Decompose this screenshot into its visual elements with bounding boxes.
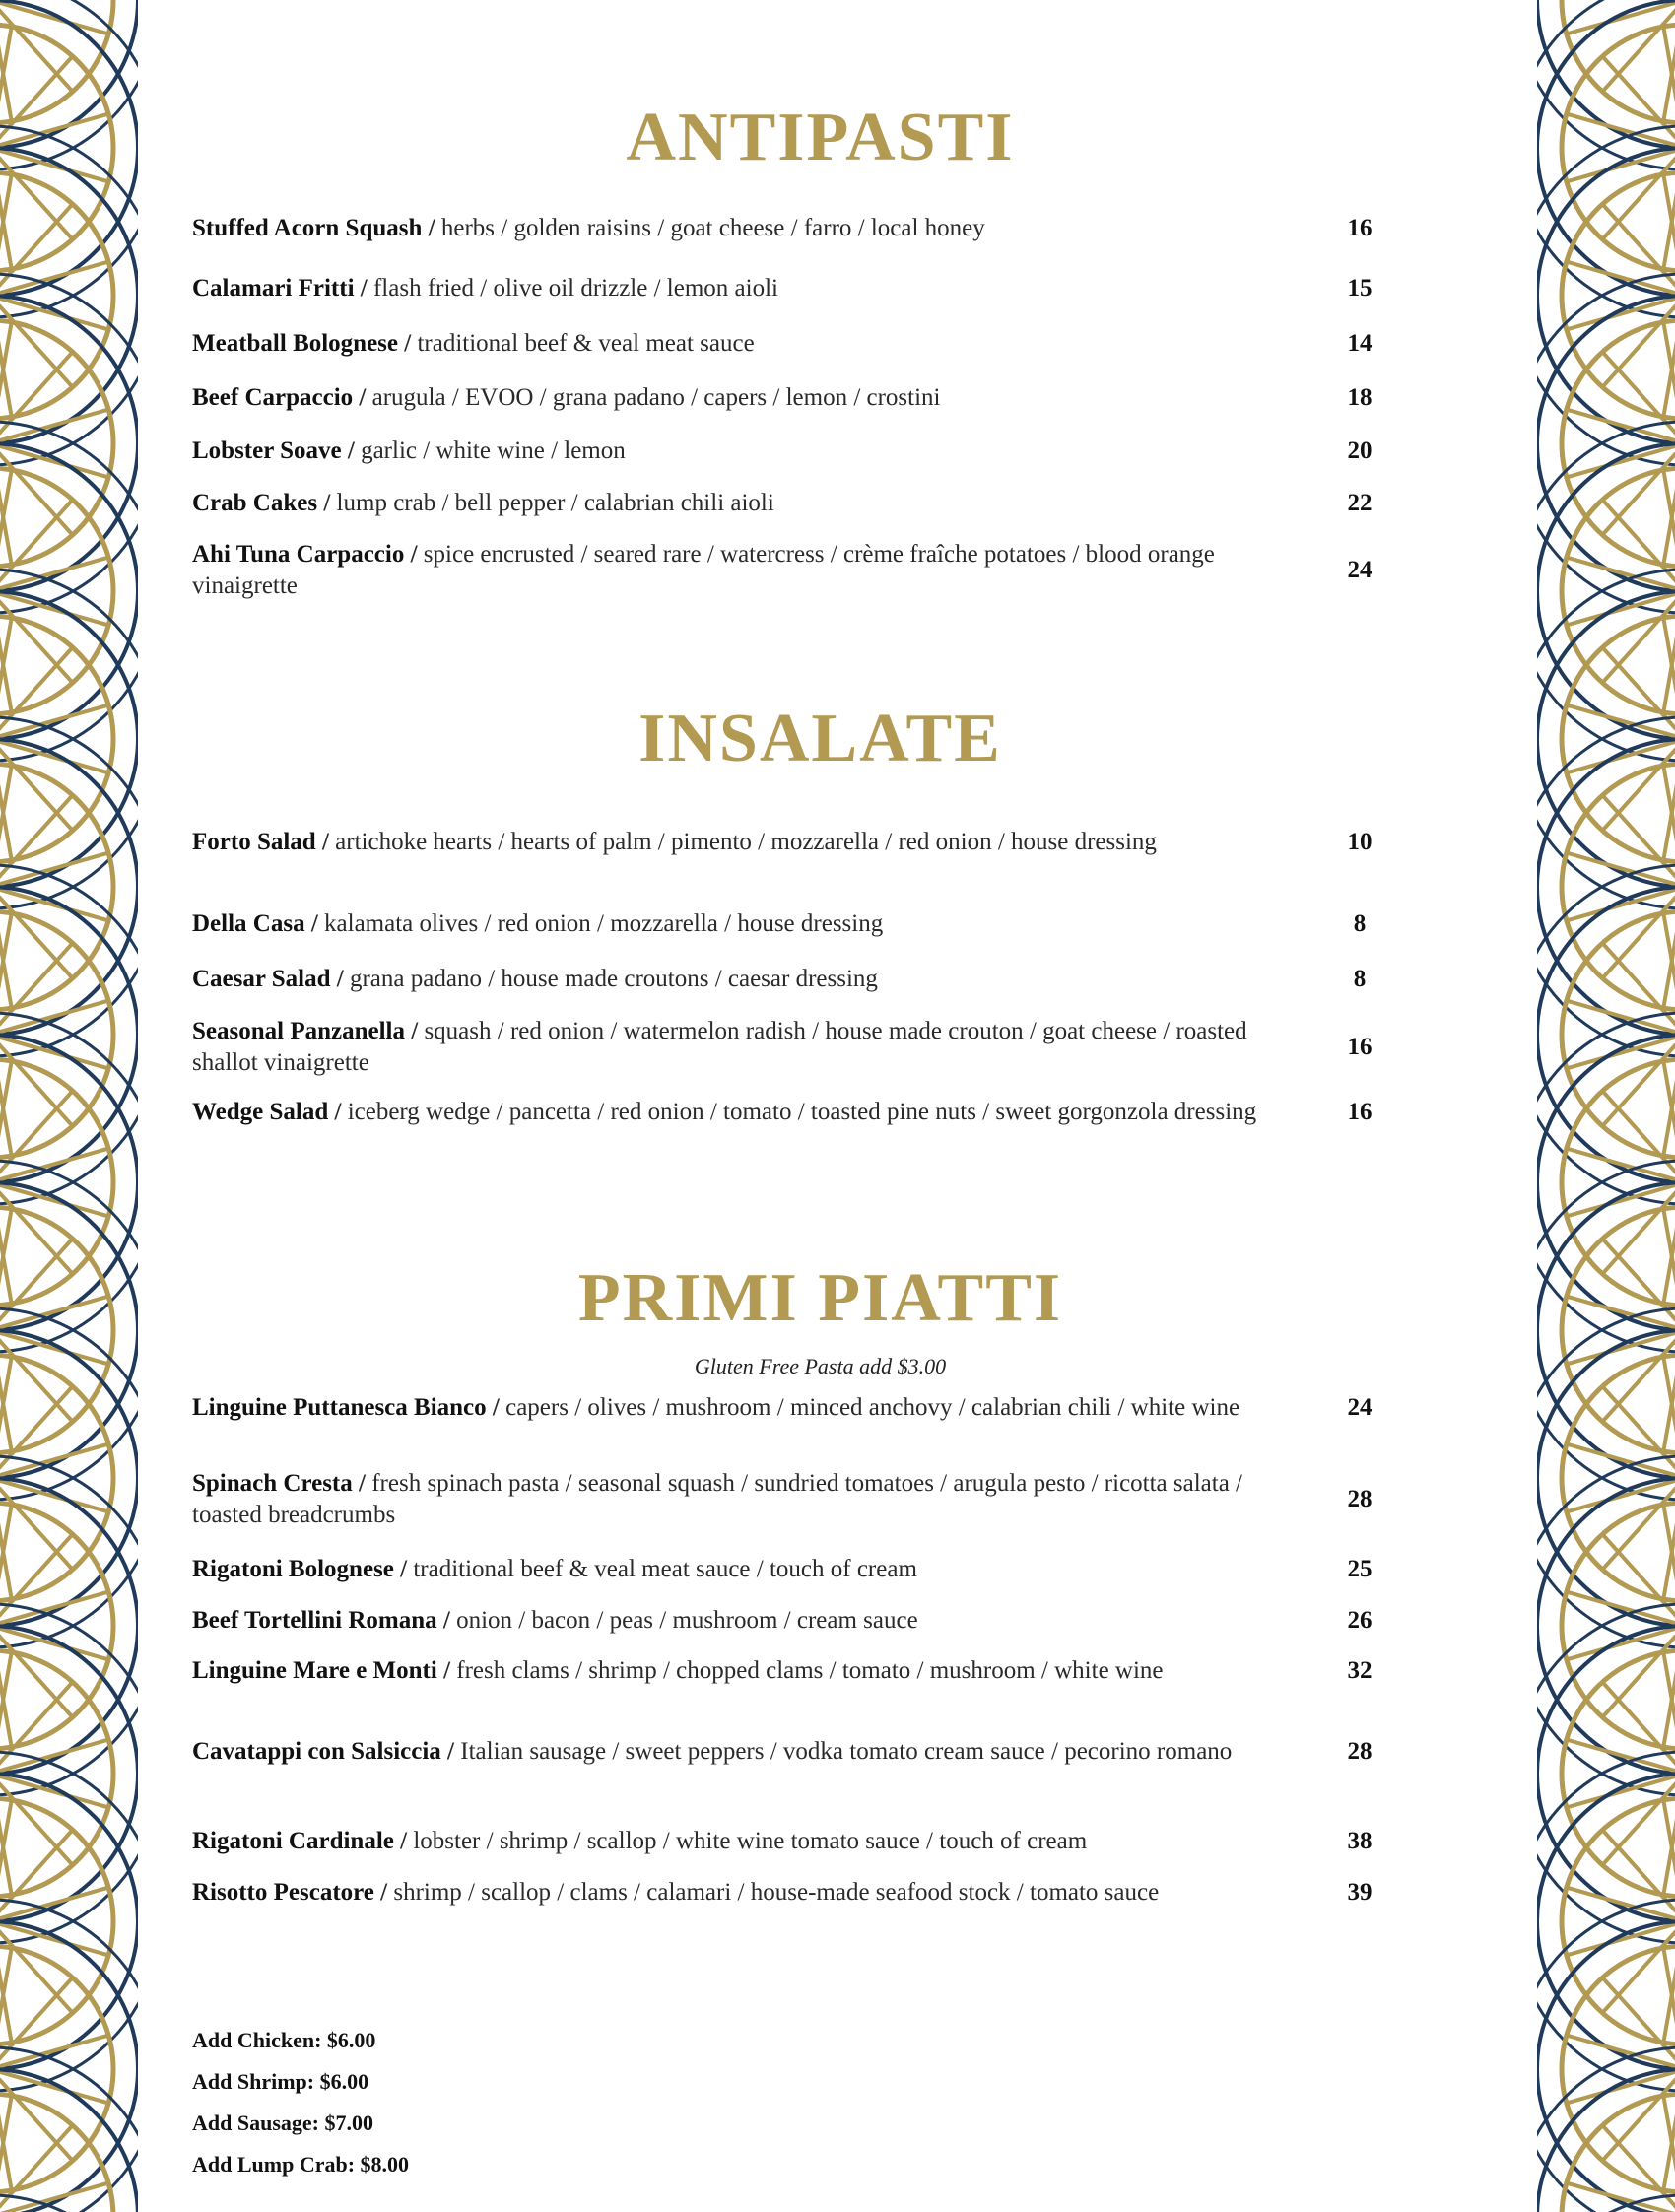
menu-item: Calamari Fritti / flash fried / olive oil drizzle / lemon aioli 15	[192, 273, 1389, 304]
item-name: Caesar Salad	[192, 966, 331, 992]
menu-item: Ahi Tuna Carpaccio / spice encrusted / seared rare / watercress / crème fraîche potatoes / blood orange vinaigrette 24	[192, 539, 1389, 602]
menu-item: Stuffed Acorn Squash / herbs / golden raisins / goat cheese / farro / local honey 16	[192, 213, 1389, 244]
menu-item: Linguine Puttanesca Bianco / capers / olives / mushroom / minced anchovy / calabrian chili / white wine 24	[192, 1392, 1389, 1424]
addon-shrimp: Add Shrimp: $6.00	[192, 2069, 369, 2094]
item-price: 38	[1347, 1828, 1373, 1854]
section-title-primi-piatti: PRIMI PIATTI	[577, 1260, 1063, 1336]
fan-pattern-left	[0, 0, 138, 2212]
item-description: traditional beef & veal meat sauce / touch of cream	[413, 1556, 917, 1582]
item-description: Italian sausage / sweet peppers / vodka tomato cream sauce / pecorino romano	[460, 1738, 1233, 1765]
section-title-insalate: INSALATE	[638, 701, 1002, 776]
gluten-free-note: Gluten Free Pasta add $3.00	[694, 1354, 947, 1378]
item-price: 14	[1347, 330, 1373, 357]
item-price: 22	[1347, 490, 1373, 516]
item-description: fresh spinach pasta / seasonal squash / sundried tomatoes / arugula pesto / ricotta salata / toasted breadcrumbs	[192, 1470, 1243, 1528]
item-description: herbs / golden raisins / goat cheese / farro / local honey	[440, 215, 985, 241]
item-price: 10	[1347, 829, 1373, 855]
item-price: 32	[1347, 1657, 1373, 1684]
menu-item: Crab Cakes / lump crab / bell pepper / calabrian chili aioli 22	[192, 488, 1389, 519]
item-description: shrimp / scallop / clams / calamari / house-made seafood stock / tomato sauce	[393, 1879, 1160, 1906]
item-name: Meatball Bolognese	[192, 330, 399, 357]
menu-item: Cavatappi con Salsiccia / Italian sausage / sweet peppers / vodka tomato cream sauce / pecorino romano 28	[192, 1736, 1389, 1768]
item-price: 28	[1347, 1486, 1373, 1512]
item-description: lump crab / bell pepper / calabrian chili aioli	[336, 490, 774, 516]
item-description: spice encrusted / seared rare / watercress / crème fraîche potatoes / blood orange vinaigrette	[192, 541, 1215, 599]
menu-item: Lobster Soave / garlic / white wine / lemon 20	[192, 436, 1389, 467]
item-description: lobster / shrimp / scallop / white wine tomato sauce / touch of cream	[413, 1828, 1088, 1854]
menu-item: Wedge Salad / iceberg wedge / pancetta / red onion / tomato / toasted pine nuts / sweet gorgonzola dressing 16	[192, 1097, 1389, 1128]
menu-item: Rigatoni Cardinale / lobster / shrimp / scallop / white wine tomato sauce / touch of cream 38	[192, 1826, 1389, 1857]
item-description: artichoke hearts / hearts of palm / pimento / mozzarella / red onion / house dressing	[335, 829, 1157, 855]
item-price: 24	[1347, 1394, 1373, 1421]
menu-item: Forto Salad / artichoke hearts / hearts of palm / pimento / mozzarella / red onion / house dressing 10	[192, 827, 1389, 858]
item-price: 18	[1347, 384, 1373, 411]
menu-item: Beef Carpaccio / arugula / EVOO / grana padano / capers / lemon / crostini 18	[192, 382, 1389, 414]
menu-item: Rigatoni Bolognese / traditional beef & veal meat sauce / touch of cream 25	[192, 1554, 1389, 1585]
item-price: 25	[1347, 1556, 1373, 1582]
menu-page	[192, 0, 1389, 2212]
item-description: iceberg wedge / pancetta / red onion / tomato / toasted pine nuts / sweet gorgonzola dressing	[347, 1099, 1257, 1125]
item-description: traditional beef & veal meat sauce	[417, 330, 755, 357]
item-name: Crab Cakes	[192, 490, 318, 516]
item-name: Seasonal Panzanella	[192, 1018, 405, 1044]
item-price: 8	[1353, 966, 1367, 992]
addon-sausage: Add Sausage: $7.00	[192, 2111, 373, 2135]
item-name: Calamari Fritti	[192, 275, 355, 302]
item-name: Cavatappi con Salsiccia	[192, 1738, 441, 1765]
item-price: 28	[1347, 1738, 1373, 1765]
menu-item: Spinach Cresta / fresh spinach pasta / seasonal squash / sundried tomatoes / arugula pesto / ricotta salata / toasted breadcrumbs 28	[192, 1468, 1389, 1531]
item-description: squash / red onion / watermelon radish / house made crouton / goat cheese / roasted shallot vinaigrette	[192, 1018, 1247, 1076]
menu-item: Caesar Salad / grana padano / house made croutons / caesar dressing 8	[192, 964, 1389, 995]
item-description: onion / bacon / peas / mushroom / cream sauce	[456, 1607, 918, 1634]
menu-item: Beef Tortellini Romana / onion / bacon / peas / mushroom / cream sauce 26	[192, 1605, 1389, 1637]
menu-item: Linguine Mare e Monti / fresh clams / shrimp / chopped clams / tomato / mushroom / white wine 32	[192, 1655, 1389, 1687]
item-description: arugula / EVOO / grana padano / capers / lemon / crostini	[371, 384, 941, 411]
item-name: Spinach Cresta	[192, 1470, 353, 1497]
addon-lump-crab: Add Lump Crab: $8.00	[192, 2152, 410, 2177]
menu-item: Meatball Bolognese / traditional beef & veal meat sauce 14	[192, 328, 1389, 360]
item-price: 15	[1347, 275, 1373, 302]
item-description: capers / olives / mushroom / minced anchovy / calabrian chili / white wine	[505, 1394, 1240, 1421]
item-name: Wedge Salad	[192, 1099, 329, 1125]
item-description: flash fried / olive oil drizzle / lemon aioli	[372, 275, 778, 302]
item-price: 8	[1353, 910, 1367, 937]
item-name: Risotto Pescatore	[192, 1879, 374, 1906]
item-name: Della Casa	[192, 910, 305, 937]
item-description: garlic / white wine / lemon	[361, 437, 626, 464]
item-name: Rigatoni Bolognese	[192, 1556, 394, 1582]
item-name: Rigatoni Cardinale	[192, 1828, 394, 1854]
item-price: 16	[1347, 1099, 1373, 1125]
item-price: 26	[1347, 1607, 1373, 1634]
item-price: 20	[1347, 437, 1373, 464]
item-name: Lobster Soave	[192, 437, 342, 464]
item-name: Ahi Tuna Carpaccio	[192, 541, 405, 568]
item-name: Linguine Puttanesca Bianco	[192, 1394, 487, 1421]
left-decorative-border	[0, 0, 138, 2212]
item-price: 39	[1347, 1879, 1373, 1906]
item-price: 16	[1347, 215, 1373, 241]
item-name: Stuffed Acorn Squash	[192, 215, 423, 241]
item-description: kalamata olives / red onion / mozzarella / house dressing	[324, 910, 884, 937]
item-description: grana padano / house made croutons / caesar dressing	[349, 966, 878, 992]
menu-item: Seasonal Panzanella / squash / red onion / watermelon radish / house made crouton / goat cheese / roasted shallot vinaigrette 16	[192, 1016, 1389, 1079]
item-name: Beef Carpaccio	[192, 384, 354, 411]
item-name: Beef Tortellini Romana	[192, 1607, 437, 1634]
item-name: Linguine Mare e Monti	[192, 1657, 437, 1684]
item-name: Forto Salad	[192, 829, 316, 855]
menu-item: Risotto Pescatore / shrimp / scallop / clams / calamari / house-made seafood stock / tomato sauce 39	[192, 1877, 1389, 1909]
fan-pattern-right	[1537, 0, 1675, 2212]
addon-chicken: Add Chicken: $6.00	[192, 2028, 376, 2052]
section-title-antipasti: ANTIPASTI	[626, 100, 1015, 175]
right-decorative-border	[1537, 0, 1675, 2212]
menu-item: Della Casa / kalamata olives / red onion / mozzarella / house dressing 8	[192, 908, 1389, 940]
item-description: fresh clams / shrimp / chopped clams / tomato / mushroom / white wine	[456, 1657, 1164, 1684]
item-price: 16	[1347, 1034, 1373, 1060]
item-price: 24	[1347, 557, 1373, 583]
